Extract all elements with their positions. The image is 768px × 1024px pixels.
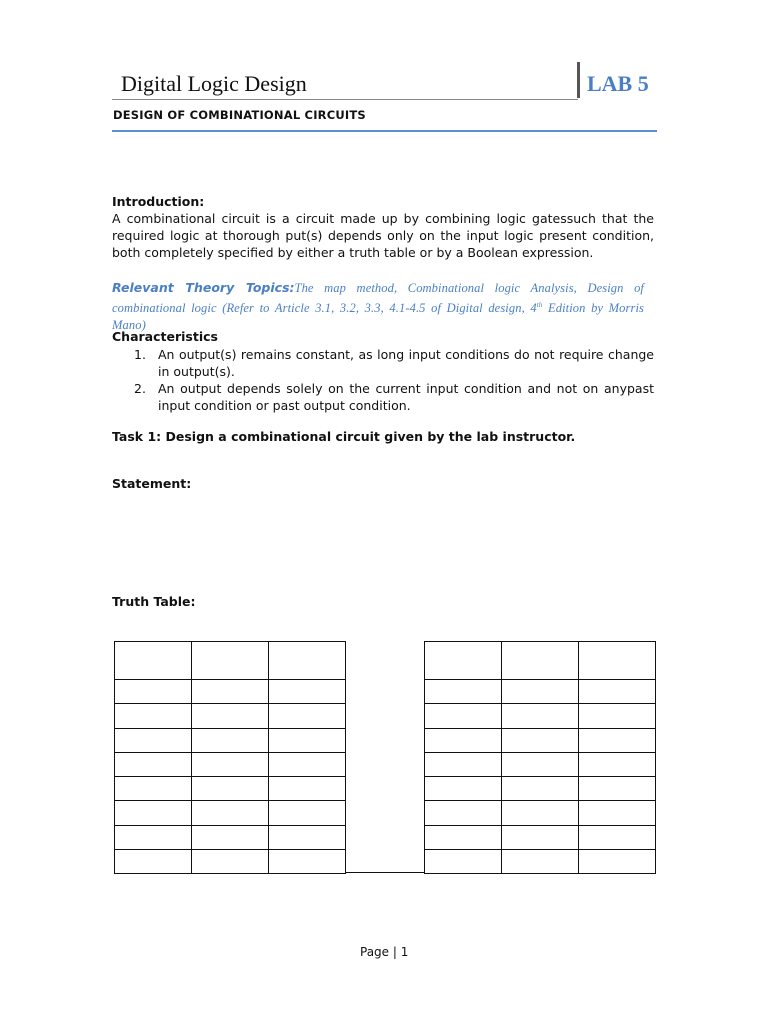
table-cell[interactable] [269,728,346,752]
table-cell[interactable] [269,850,346,874]
table-cell[interactable] [192,777,269,801]
table-cell[interactable] [425,777,502,801]
table-cell[interactable] [192,801,269,825]
list-item-number: 1. [134,347,146,362]
table-cell[interactable] [192,825,269,849]
table-cell[interactable] [269,777,346,801]
list-item-text: An output depends solely on the current input condition and not on anypast input condition or past output condition. [158,381,654,413]
table-cell[interactable] [502,777,579,801]
table-cell[interactable] [425,752,502,776]
table-cell[interactable] [425,680,502,704]
table-cell[interactable] [192,704,269,728]
header-vertical-bar [577,62,580,98]
document-subtitle: DESIGN OF COMBINATIONAL CIRCUITS [113,108,366,122]
table-cell[interactable] [269,752,346,776]
table-cell[interactable] [502,850,579,874]
table-cell[interactable] [579,850,656,874]
table-cell[interactable] [425,825,502,849]
theory-label: Relevant Theory Topics: [112,280,295,295]
table-cell[interactable] [502,728,579,752]
list-item-text: An output(s) remains constant, as long input conditions do not require change in output(s). [158,347,654,379]
truth-table-right [424,641,656,874]
table-cell[interactable] [192,680,269,704]
table-connector-line [345,872,425,873]
subtitle-underline [112,130,657,132]
table-cell[interactable] [502,680,579,704]
table-cell[interactable] [579,801,656,825]
truth-table-left [114,641,346,874]
table-cell[interactable] [115,642,192,680]
list-item [134,380,654,414]
table-cell[interactable] [579,825,656,849]
table-cell[interactable] [269,704,346,728]
table-cell[interactable] [192,752,269,776]
table-cell[interactable] [579,642,656,680]
table-cell[interactable] [115,801,192,825]
table-cell[interactable] [192,642,269,680]
table-cell[interactable] [502,642,579,680]
table-cell[interactable] [115,752,192,776]
theory-text-main: The map method, Combinational logic Analysis, Design of combinational logic (Refer to Article 3.1, 3.2, 3.3, 4.1-4.5 of Digital design, 4 [112,281,644,316]
table-cell[interactable] [425,642,502,680]
table-cell[interactable] [269,680,346,704]
document-title: Digital Logic Design [121,71,307,96]
table-cell[interactable] [579,752,656,776]
list-item [134,346,654,380]
relevant-theory [112,279,644,334]
list-item-number: 2. [134,381,146,396]
truth-table-heading: Truth Table: [112,594,196,609]
table-cell[interactable] [115,777,192,801]
table-cell[interactable] [502,704,579,728]
table-cell[interactable] [192,728,269,752]
lab-number: LAB 5 [587,71,649,96]
header-divider [112,99,578,100]
statement-heading: Statement: [112,476,192,491]
characteristics-heading: Characteristics [112,329,218,344]
page-number: Page | 1 [360,945,409,959]
table-cell[interactable] [269,801,346,825]
table-cell[interactable] [115,704,192,728]
table-cell[interactable] [425,850,502,874]
table-cell[interactable] [502,752,579,776]
table-cell[interactable] [115,825,192,849]
introduction-heading: Introduction: [112,194,205,209]
table-cell[interactable] [269,642,346,680]
task-heading: Task 1: Design a combinational circuit given by the lab instructor. [112,429,576,444]
table-cell[interactable] [269,825,346,849]
table-cell[interactable] [579,680,656,704]
table-cell[interactable] [115,728,192,752]
table-cell[interactable] [192,850,269,874]
theory-text-end: Edition by Morris Mano) [112,301,644,333]
characteristics-list [134,346,654,414]
table-cell[interactable] [115,850,192,874]
table-cell[interactable] [502,801,579,825]
table-cell[interactable] [425,801,502,825]
table-cell[interactable] [579,728,656,752]
table-cell[interactable] [579,777,656,801]
theory-sup: th [536,301,543,309]
table-cell[interactable] [579,704,656,728]
table-cell[interactable] [502,825,579,849]
table-cell[interactable] [425,704,502,728]
table-cell[interactable] [115,680,192,704]
introduction-text: A combinational circuit is a circuit made up by combining logic gatessuch that the required logic at thorough put(s) depends only on the input logic present condition, both completely specified by either a truth table or by a Boolean expression. [112,211,654,260]
table-cell[interactable] [425,728,502,752]
